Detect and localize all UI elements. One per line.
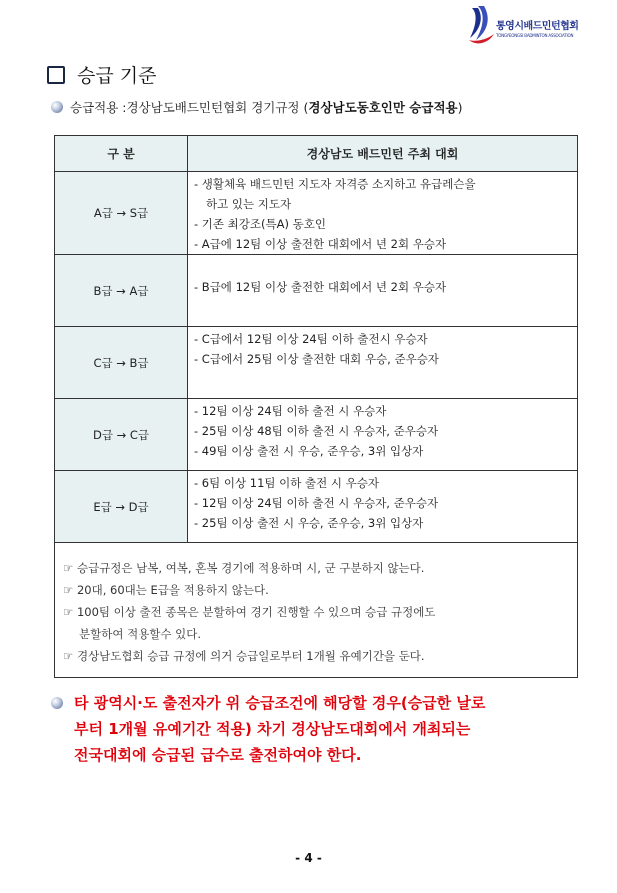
table-row	[55, 399, 578, 471]
note-line: ☞ 20대, 60대는 E급을 적용하지 않는다.	[63, 583, 269, 597]
criteria-line: - 25팀 이상 출전 시 우승, 준우승, 3위 입상자	[194, 516, 424, 530]
criteria-line: - 12팀 이상 24팀 이하 출전 시 우승자	[194, 404, 387, 418]
notes-cell	[55, 543, 578, 678]
warning-line: 전국대회에 승급된 급수로 출전하여야 한다.	[74, 746, 362, 764]
header-competition: 경상남도 배드민턴 주최 대회	[188, 136, 578, 172]
criteria-cell	[188, 399, 578, 471]
page-number: - 4 -	[295, 851, 322, 865]
table-row	[55, 255, 578, 327]
badminton-swoosh-icon	[466, 4, 496, 46]
criteria-cell	[188, 172, 578, 255]
header-category: 구 분	[55, 136, 188, 172]
bullet-sphere-icon	[51, 101, 63, 113]
criteria-cell	[188, 255, 578, 327]
criteria-line: - 49팀 이상 출전 시 우승, 준우승, 3위 입상자	[194, 444, 424, 458]
intro-bold: 경상남도동호인만 승급적용	[308, 100, 458, 115]
table-row	[55, 471, 578, 543]
grade-cell: A급 → S급	[55, 172, 188, 255]
table-row	[55, 327, 578, 399]
note-line: ☞ 승급규정은 남복, 여복, 혼복 경기에 적용하며 시, 군 구분하지 않는다.	[63, 561, 425, 575]
grade-cell: C급 → B급	[55, 327, 188, 399]
warning-line: 타 광역시·도 출전자가 위 승급조건에 해당할 경우(승급한 날로	[74, 694, 486, 712]
intro-line	[51, 98, 463, 116]
checkbox-icon	[47, 66, 65, 84]
criteria-line: - A급에 12팀 이상 출전한 대회에서 년 2회 우승자	[194, 237, 447, 251]
logo-name: 통영시배드민턴협회	[496, 21, 579, 32]
criteria-line: - 생활체육 배드민턴 지도자 자격증 소지하고 유급레슨을	[194, 177, 476, 191]
note-line: 분할하여 적용할수 있다.	[79, 627, 202, 641]
criteria-line: - 12팀 이상 24팀 이하 출전 시 우승자, 준우승자	[194, 496, 439, 510]
criteria-cell	[188, 471, 578, 543]
criteria-cell	[188, 327, 578, 399]
section-title	[47, 61, 156, 88]
section-title-text: 승급 기준	[77, 65, 157, 87]
warning-line: 부터 1개월 유예기간 적용) 차기 경상남도대회에서 개최되는	[74, 720, 471, 738]
table-header-row	[55, 136, 578, 172]
criteria-line: - 기존 최강조(특A) 동호인	[194, 217, 326, 231]
criteria-line: - 25팀 이상 48팀 이하 출전 시 우승자, 준우승자	[194, 424, 439, 438]
table-row	[55, 172, 578, 255]
association-logo	[466, 4, 606, 46]
note-line: ☞ 100팀 이상 출전 종목은 분할하여 경기 진행할 수 있으며 승급 규정에도	[63, 605, 436, 619]
criteria-line: - B급에 12팀 이상 출전한 대회에서 년 2회 우승자	[194, 280, 447, 294]
warning-notice	[51, 690, 591, 768]
grade-cell: E급 → D급	[55, 471, 188, 543]
criteria-line: 하고 있는 지도자	[206, 197, 292, 211]
bullet-sphere-icon	[51, 697, 63, 709]
intro-suffix: )	[457, 99, 463, 115]
promotion-criteria-table	[54, 135, 578, 678]
intro-prefix: 승급적용 :경상남도배드민턴협회 경기규정 (	[70, 100, 309, 115]
notes-row	[55, 543, 578, 678]
criteria-line: - 6팀 이상 11팀 이하 출전 시 우승자	[194, 476, 379, 490]
criteria-line: - C급에서 25팀 이상 출전한 대회 우승, 준우승자	[194, 352, 439, 366]
grade-cell: D급 → C급	[55, 399, 188, 471]
note-line: ☞ 경상남도협회 승급 규정에 의거 승급일로부터 1개월 유예기간을 둔다.	[63, 649, 425, 663]
criteria-line: - C급에서 12팀 이상 24팀 이하 출전시 우승자	[194, 332, 428, 346]
criteria-line	[194, 257, 571, 277]
grade-cell: B급 → A급	[55, 255, 188, 327]
logo-name-english: TONGYEONGSI BADMINTON ASSOCIATION	[496, 33, 574, 38]
